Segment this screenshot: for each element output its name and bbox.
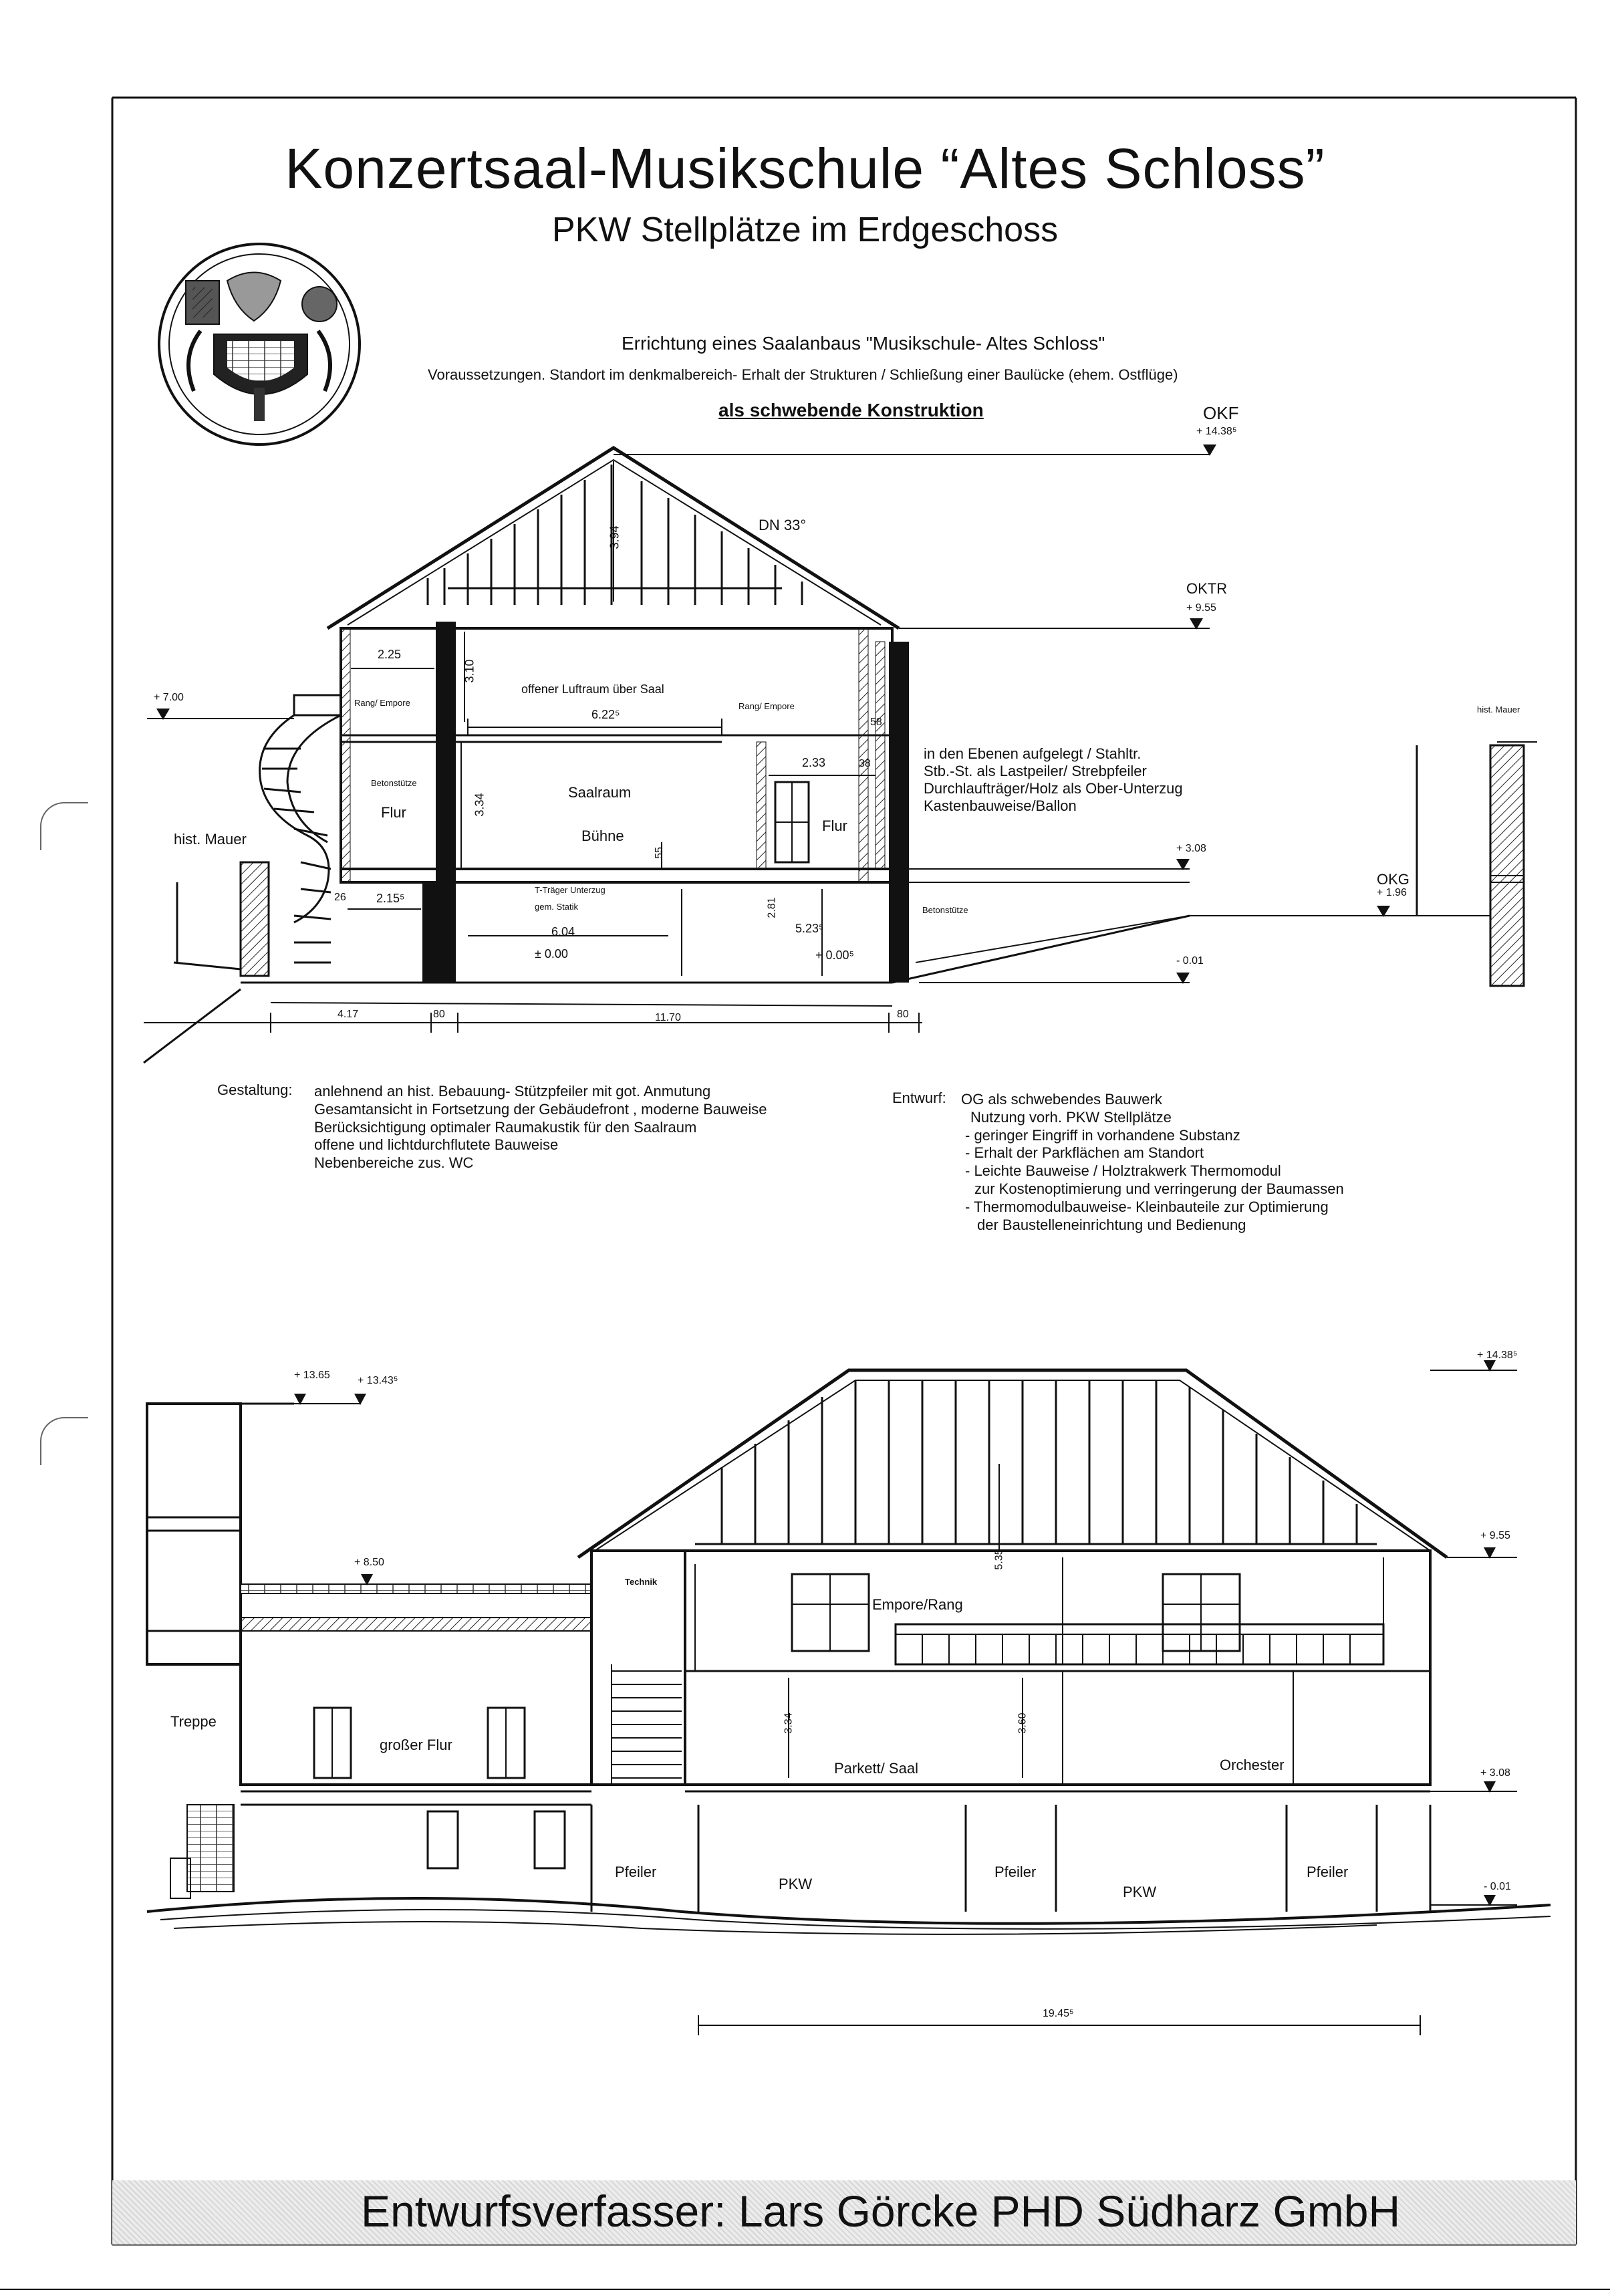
pkw-2-label: PKW xyxy=(1123,1884,1157,1900)
buehne-label: Bühne xyxy=(581,827,624,844)
dim-bottom-80a: 80 xyxy=(433,1009,445,1020)
dim-394: 3.94 xyxy=(608,525,622,549)
treppe-label: Treppe xyxy=(170,1713,217,1730)
elev-level-955: + 9.55 xyxy=(1480,1530,1510,1541)
entwurf-line: OG als schwebendes Bauwerk xyxy=(961,1091,1162,1108)
dim-bottom-1170: 11.70 xyxy=(655,1012,681,1023)
parkett-label: Parkett/ Saal xyxy=(834,1760,918,1777)
intro-line-1: Errichtung eines Saalanbaus "Musikschule- Altes Schloss" xyxy=(622,333,1105,354)
level-okg-label: OKG xyxy=(1377,871,1410,888)
entwurf-line: der Baustelleneinrichtung und Bedienung xyxy=(977,1216,1246,1233)
level-308: + 3.08 xyxy=(1176,843,1206,854)
entwurf-line: - Erhalt der Parkflächen am Standort xyxy=(965,1144,1204,1162)
intro-line-3: als schwebende Konstruktion xyxy=(718,400,984,420)
page-subtitle: PKW Stellplätze im Erdgeschoss xyxy=(551,211,1059,249)
gestaltung-label: Gestaltung: xyxy=(217,1081,293,1098)
dim-26: 26 xyxy=(334,892,346,903)
hist-mauer-left-label: hist. Mauer xyxy=(174,831,247,848)
dim-233: 2.33 xyxy=(802,756,826,769)
dim-215: 2.15⁵ xyxy=(376,892,405,905)
empore-label: Empore/Rang xyxy=(872,1596,963,1613)
level-okg-value: + 1.96 xyxy=(1377,887,1407,898)
note-line: Kastenbauweise/Ballon xyxy=(924,797,1077,814)
page-title: Konzertsaal-Musikschule “Altes Schloss” xyxy=(285,137,1325,200)
elev-level-1438: + 14.38⁵ xyxy=(1477,1350,1518,1361)
section-drawing xyxy=(144,448,1537,1063)
gestaltung-line: anlehnend an hist. Bebauung- Stützpfeiler mit got. Anmutung xyxy=(314,1083,711,1100)
rang-right-label: Rang/ Empore xyxy=(739,701,795,711)
entwurf-line: - geringer Eingriff in vorhandene Substanz xyxy=(965,1126,1240,1144)
luftraum-label: offener Luftraum über Saal xyxy=(521,682,664,696)
level-001: - 0.01 xyxy=(1176,955,1204,967)
elev-dim-334: 3.34 xyxy=(783,1712,795,1734)
elev-level-308: + 3.08 xyxy=(1480,1767,1510,1779)
gestaltung-line: Berücksichtigung optimaler Raumakustik für den Saalraum xyxy=(314,1118,697,1136)
level-zero-2: + 0.00⁵ xyxy=(815,948,855,962)
orchester-label: Orchester xyxy=(1220,1757,1285,1773)
level-okf-label: OKF xyxy=(1203,403,1239,423)
dim-225: 2.25 xyxy=(378,648,402,661)
level-left-700: + 7.00 xyxy=(154,692,184,703)
roof-pitch-label: DN 33° xyxy=(759,517,807,533)
pfeiler-1-label: Pfeiler xyxy=(615,1864,657,1880)
entwurf-line: - Leichte Bauweise / Holztrakwerk Thermomodul xyxy=(965,1162,1281,1180)
construction-note xyxy=(924,745,1183,815)
dim-55: 55 xyxy=(653,847,665,859)
dim-604: 6.04 xyxy=(551,925,575,938)
elev-dim-1945: 19.45⁵ xyxy=(1043,2008,1074,2019)
flur-right-label: Flur xyxy=(822,817,847,834)
t-traeger-label-1: T-Träger Unterzug xyxy=(535,885,606,895)
level-zero-1: ± 0.00 xyxy=(535,947,568,961)
elev-dim-535: 5.35 xyxy=(993,1549,1005,1570)
gestaltung-line: Nebenbereiche zus. WC xyxy=(314,1154,474,1172)
entwurf-line: - Thermomodulbauweise- Kleinbauteile zur Optimierung xyxy=(965,1198,1329,1215)
note-line: Stb.-St. als Lastpeiler/ Strebpfeiler xyxy=(924,762,1147,779)
entwurf-line: Nutzung vorh. PKW Stellplätze xyxy=(970,1108,1172,1126)
betonstuetze-bottom-label: Betonstütze xyxy=(922,905,968,915)
betonstuetze-top-label: Betonstütze xyxy=(371,778,417,788)
author-footer: Entwurfsverfasser: Lars Görcke PHD Südharz GmbH xyxy=(361,2186,1401,2236)
gestaltung-line: offene und lichtdurchflutete Bauweise xyxy=(314,1136,559,1154)
dim-310: 3.10 xyxy=(462,659,477,683)
hist-mauer-right-label: hist. Mauer xyxy=(1477,705,1520,715)
elev-level-1343: + 13.43⁵ xyxy=(358,1375,398,1386)
pfeiler-3-label: Pfeiler xyxy=(1307,1864,1349,1880)
dim-281: 2.81 xyxy=(766,897,778,918)
elev-level-1365: + 13.65 xyxy=(294,1370,330,1381)
elev-dim-360: 3.60 xyxy=(1017,1712,1029,1734)
coat-of-arms-seal xyxy=(159,244,360,444)
gestaltung-line: Gesamtansicht in Fortsetzung der Gebäudefront , moderne Bauweise xyxy=(314,1100,767,1118)
technik-label: Technik xyxy=(625,1577,658,1587)
gestaltung-text xyxy=(314,1083,767,1172)
dim-334: 3.34 xyxy=(473,793,487,817)
dim-523: 5.23⁵ xyxy=(795,922,824,935)
dim-58: 58 xyxy=(870,717,882,728)
elev-level-850: + 8.50 xyxy=(354,1557,384,1568)
pkw-1-label: PKW xyxy=(779,1876,813,1892)
dim-622: 6.22⁵ xyxy=(591,708,620,721)
level-oktr-label: OKTR xyxy=(1186,580,1228,597)
entwurf-line: zur Kostenoptimierung und verringerung der Baumassen xyxy=(974,1180,1344,1198)
saalraum-label: Saalraum xyxy=(568,784,632,801)
dim-bottom-80b: 80 xyxy=(897,1009,909,1020)
dim-bottom-417: 4.17 xyxy=(338,1009,359,1020)
rang-left-label: Rang/ Empore xyxy=(354,698,410,708)
flur-left-label: Flur xyxy=(381,804,406,821)
t-traeger-label-2: gem. Statik xyxy=(535,902,579,912)
entwurf-text xyxy=(961,1091,1344,1235)
note-line: in den Ebenen aufgelegt / Stahltr. xyxy=(924,745,1142,762)
elev-level-001: - 0.01 xyxy=(1484,1881,1511,1892)
elevation-drawing xyxy=(147,1370,1551,2035)
level-okf-value: + 14.38⁵ xyxy=(1196,426,1237,437)
pfeiler-2-label: Pfeiler xyxy=(994,1864,1037,1880)
level-oktr-value: + 9.55 xyxy=(1186,602,1216,614)
intro-line-2: Voraussetzungen. Standort im denkmalbereich- Erhalt der Strukturen / Schließung einer Baulücke (ehem. Ostflüge) xyxy=(428,366,1178,383)
grosser-flur-label: großer Flur xyxy=(380,1737,452,1753)
dim-38: 38 xyxy=(859,758,871,769)
note-line: Durchlaufträger/Holz als Ober-Unterzug xyxy=(924,779,1183,797)
entwurf-label: Entwurf: xyxy=(892,1090,946,1106)
